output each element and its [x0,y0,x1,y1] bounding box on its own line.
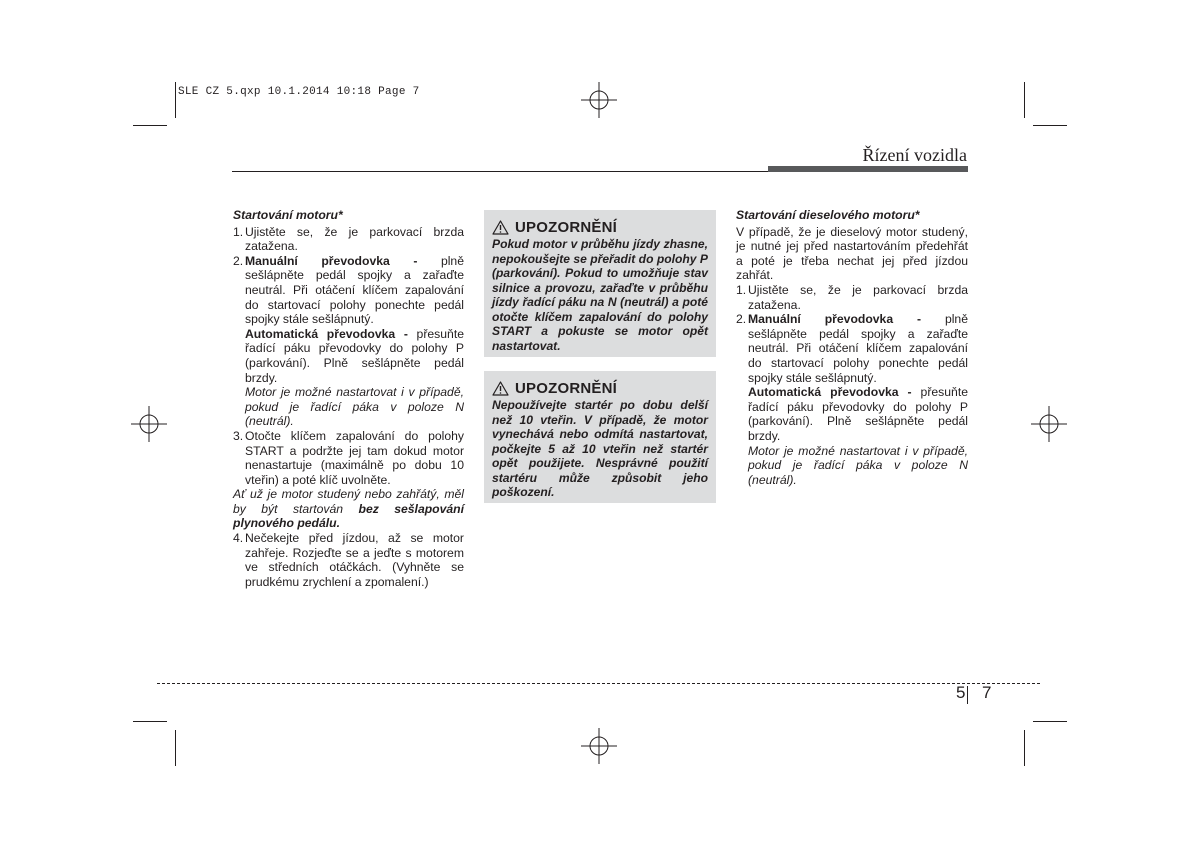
warning-box [484,210,716,357]
automatic-transmission-label: Automatická převodovka - [245,326,408,341]
warning-label: UPOZORNĚNÍ [515,218,618,236]
warning-triangle-icon [492,381,509,396]
cold-engine-note [233,487,464,531]
crop-mark [1033,125,1067,126]
list-item-text: Ujistěte se, že je parkovací brzda zatažena. [245,224,464,254]
list-item-text: Ujistěte se, že je parkovací brzda zatažena. [748,282,968,312]
header-rule [232,171,768,172]
chapter-title: Řízení vozidla [862,145,967,165]
registration-mark-icon [581,82,617,118]
cold-engine-note-text: Ať už je motor studený nebo zahřátý, měl by být startován [233,487,464,516]
footer-dotted-rule [157,683,1040,684]
list-item-text: Otočte klíčem zapalování do polohy START a podržte jej tam dokud motor nenastartuje (maximálně po dobu 10 vteřin) a poté klíč uvolněte. [245,428,464,487]
manual-transmission-text: plně sešlápněte pedál spojky a zařaďte neutrál. Při otáčení klíčem zapalování do startovací polohy ponechte pedál spojky stále sešlápnutý. [245,253,464,327]
warning-header [492,218,708,236]
list-item-number: 1. [233,224,244,239]
warning-label: UPOZORNĚNÍ [515,379,618,397]
cold-engine-note-emphasis: bez sešlapování plynového pedálu. [233,501,465,531]
header-rule-accent [768,166,968,172]
list-item-text: Nečekejte před jízdou, až se motor zahřeje. Rozjeďte se a jeďte s motorem ve středních otáčkách. (Vyhněte se prudkému zrychlení a zpomalení.) [245,531,464,589]
list-item [233,225,464,254]
section-title: Startování dieselového motoru* [736,208,920,222]
list-item [736,283,968,312]
list-item [736,312,968,385]
manual-transmission-text: plně sešlápněte pedál spojky a zařaďte neutrál. Při otáčení klíčem zapalování do startovací polohy ponechte pedál spojky stále sešlápnutý. [748,312,968,385]
list-item-number: 4. [233,531,244,546]
print-slug: SLE CZ 5.qxp 10.1.2014 10:18 Page 7 [178,86,420,98]
automatic-transmission-text: přesuňte řadící páku převodovky do polohy P (parkování). Plně sešlápněte pedál brzdy. [245,326,464,385]
registration-mark-icon [581,728,617,764]
crop-mark [175,730,176,766]
page-in-chapter: 7 [981,683,992,702]
right-column [736,208,968,487]
crop-mark [175,82,176,118]
list-item-number: 3. [233,428,244,443]
crop-mark [1024,82,1025,118]
list-item-text [748,312,968,385]
neutral-note: Motor je možné nastartovat i v případě, pokud je řadící páka v poloze N (neutrál). [245,385,464,429]
registration-mark-icon [1031,406,1067,442]
manual-transmission-label: Manuální převodovka - [245,253,418,268]
warning-header [492,379,708,397]
list-item [233,531,464,589]
chapter-number: 5 [956,683,966,702]
automatic-transmission-paragraph [233,327,464,385]
warning-text: Nepoužívejte startér po dobu delší než 10 vteřin. V případě, že motor vynechává nebo odmítá nastartovat, počkejte 5 až 10 vteřin než startér opět použijete. Nesprávné použití startéru může způsobit jeho poškození. [492,398,708,499]
automatic-transmission-text: přesuňte řadící páku převodovky do polohy P (parkování). Plně sešlápněte pedál brzdy. [748,385,968,443]
list-item-number: 2. [736,312,747,327]
crop-mark [1033,721,1067,722]
crop-mark [133,125,167,126]
list-item [233,429,464,487]
section-title: Startování motoru* [233,208,343,222]
automatic-transmission-paragraph [736,385,968,443]
registration-mark-icon [131,406,167,442]
crop-mark [133,721,167,722]
crop-mark [1024,730,1025,766]
neutral-note: Motor je možné nastartovat i v případě, pokud je řadící páka v poloze N (neutrál). [748,443,968,487]
list-item-number: 2. [233,253,244,268]
manual-transmission-label: Manuální převodovka - [748,312,922,327]
warning-text: Pokud motor v průběhu jízdy zhasne, nepokoušejte se přeřadit do polohy P (parkování). Pokud to umožňuje stav silnice a provozu, zařaďte v průběhu jízdy řadící páku na N (neutrál) a poté otočte klíčem zapalování do polohy START a pokuste se motor opět nastartovat. [492,237,708,353]
warning-box [484,371,716,503]
left-column [233,208,464,589]
automatic-transmission-label: Automatická převodovka - [748,385,912,400]
warning-triangle-icon [492,220,509,235]
list-item-number: 1. [736,282,747,297]
list-item [233,254,464,327]
intro-paragraph: V případě, že je dieselový motor studený, je nutné jej před nastartováním předehřát a poté je třeba nechat jej před jízdou zahřát. [736,224,968,283]
page-number-divider [967,686,968,704]
page-number [956,683,991,703]
list-item-text [245,254,464,327]
